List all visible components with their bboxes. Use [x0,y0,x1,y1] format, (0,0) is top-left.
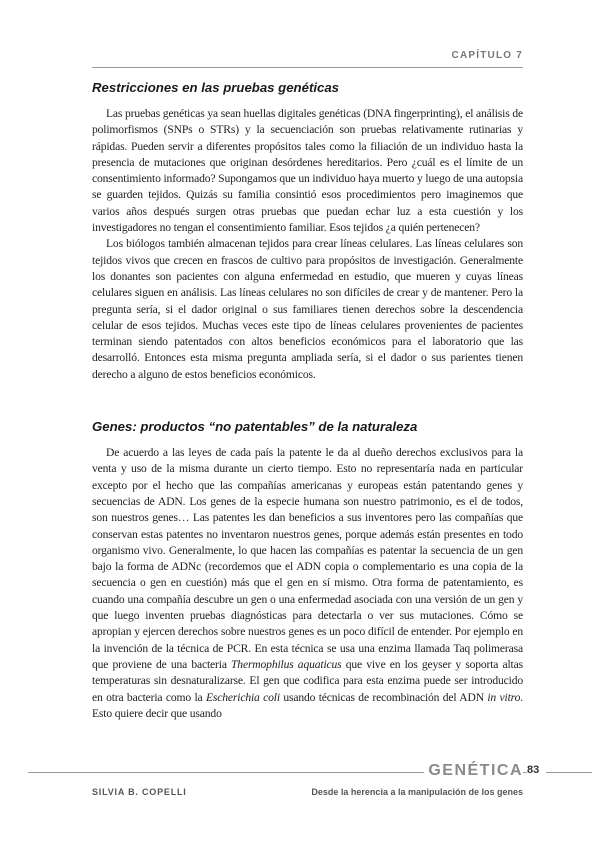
header-rule [92,67,523,68]
paragraph-text: que vive en los geyser y soporta altas temperaturas sin desnaturalizarse. El gen que codifica para esta enzima puede ser introducido en otra bacteria como la [92,657,523,704]
paragraph [92,445,523,722]
species-name: Thermophilus aquaticus [231,657,342,671]
paragraph-text: De acuerdo a las leyes de cada país la patente le da al dueño derechos exclusivos para la venta y uso de la misma durante un cierto tiempo. Esto no representaría nada en particular excepto por el hecho que las compañías americanas y europeas están patentando genes y secuencias de ADN. Los genes de la especie humana son nuestro patrimonio, es el de todos, son nuestros genes… Las patentes les dan beneficios a sus inventores pero las compañías que conservan estas patentes no inventaron nuestros genes, porque además están presentes en todo organismo vivo. Generalmente, lo que hacen las compañías es patentar la secuencia de un gen bajo la forma de ADNc (recordemos que el ADN copia o complementario es una copia de la secuencia o gen en cuestión) más que el gen en sí mismo. Otra forma de patentamiento, es cuando una compañía descubre un gen o una enfermedad asociada con una versión de un gen y que luego inventen pruebas diagnósticas para detectarla o ver sus mutaciones. Cómo se apropian y ejercen derechos sobre nuestros genes es un poco difícil de entender. Por ejemplo en la invención de la técnica de PCR. En esta técnica se usa una enzima llamada Taq polimerasa que proviene de una bacteria [92,446,523,671]
paragraph: Los biólogos también almacenan tejidos para crear líneas celulares. Las líneas celulares son tejidos vivos que crecen en frascos de cultivo para propósitos de investigación. Generalmente los donantes son pacientes con alguna enfermedad en estudio, que mueren y cuyas líneas celulares siguen en análisis. Las líneas celulares no son difíciles de crear y de mantener. Pero la pregunta sería, si el dador original o sus familiares tienen derechos sobre la descendencia celular de esos tejidos. Muchas veces este tipo de líneas celulares provenientes de pacientes terminan siendo patentados con altos beneficios económicos para el laboratorio que las desarrolló. Entonces esta misma pregunta ampliada sería, si el dador o sus parientes tienen derecho a alguno de estos beneficios económicos. [92,237,523,381]
section-heading-genes: Genes: productos “no patentables” de la naturaleza [92,419,418,435]
chapter-label: CAPÍTULO 7 [451,50,523,61]
paragraph-text: usando técnicas de recombinación del ADN [283,690,484,704]
paragraph: Las pruebas genéticas ya sean huellas digitales genéticas (DNA fingerprinting), el análisis de polimorfismos (SNPs o STRs) y la secuenciación son pruebas relativamente rutinarias y rápidas. Pueden servir a diferentes propósitos tales como la filiación de un individuo hasta la presencia de mutaciones que originan desórdenes hereditarios. Pero ¿cuál es el límite de un consentimiento informado? Supongamos que un individuo haya muerto y luego de una autopsia se guarden tejidos. Quizás su familia consintió esos procedimientos pero imaginemos que varios años después surgen otras pruebas que puedan echar luz a esta cuestión y los investigadores no tengan el consentimiento familiar. Esos tejidos ¿a quién pertenecen? [92,107,523,235]
species-name: Escherichia coli [205,690,280,704]
book-brand: GENÉTICA [428,762,523,779]
page-number: 83 [527,764,540,776]
book-subtitle: Desde la herencia a la manipulación de los genes [311,787,523,797]
author-name: SILVIA B. COPELLI [92,787,187,797]
latin-term: in vitro [487,690,521,704]
section-heading-restrictions: Restricciones en las pruebas genéticas [92,80,340,95]
paragraph-text: . Esto quiere decir que usando [92,690,523,720]
page-content [92,80,523,722]
footer-rule [28,772,424,773]
footer-rule [546,772,592,773]
